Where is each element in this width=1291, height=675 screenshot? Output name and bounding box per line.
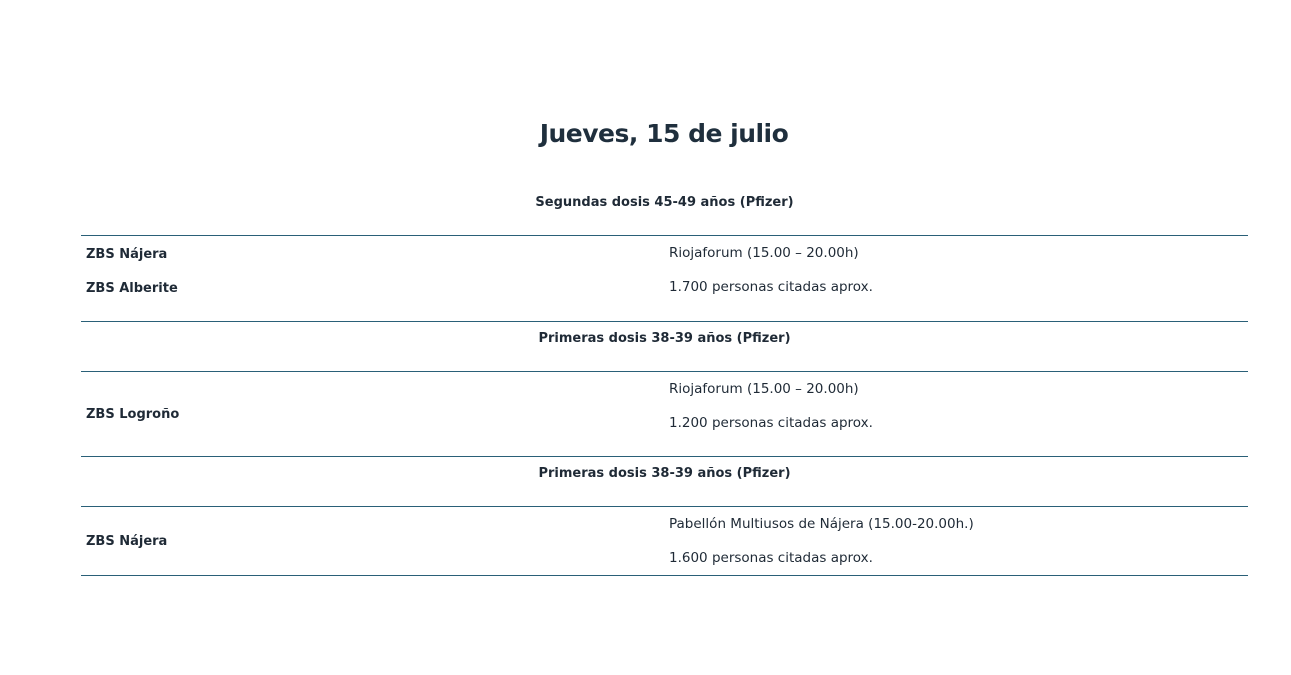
table-row [81, 507, 1248, 576]
people-count-text: 1.200 personas citadas aprox. [669, 415, 873, 431]
section-heading: Primeras dosis 38-39 años (Pfizer) [81, 457, 1248, 507]
page-title: Jueves, 15 de julio [539, 119, 789, 148]
location-text: Riojaforum (15.00 – 20.00h) [669, 381, 859, 397]
zones-cell [81, 236, 669, 321]
zone-label: ZBS Logroño [86, 406, 180, 422]
zones-cell [81, 507, 669, 575]
details-cell [669, 507, 1248, 575]
people-count-text: 1.600 personas citadas aprox. [669, 550, 873, 566]
zones-cell [81, 372, 669, 456]
vaccination-schedule-table [81, 186, 1248, 576]
location-text: Pabellón Multiusos de Nájera (15.00-20.00h.) [669, 516, 974, 532]
details-cell [669, 372, 1248, 456]
location-text: Riojaforum (15.00 – 20.00h) [669, 245, 859, 261]
section-heading: Primeras dosis 38-39 años (Pfizer) [81, 322, 1248, 372]
zone-label: ZBS Nájera [86, 247, 168, 262]
people-count-text: 1.700 personas citadas aprox. [669, 279, 873, 295]
table-row [81, 372, 1248, 457]
table-row [81, 236, 1248, 322]
zone-label: ZBS Alberite [86, 281, 178, 296]
zone-label: ZBS Nájera [86, 533, 168, 549]
details-cell [669, 236, 1248, 321]
section-heading: Segundas dosis 45-49 años (Pfizer) [81, 186, 1248, 236]
